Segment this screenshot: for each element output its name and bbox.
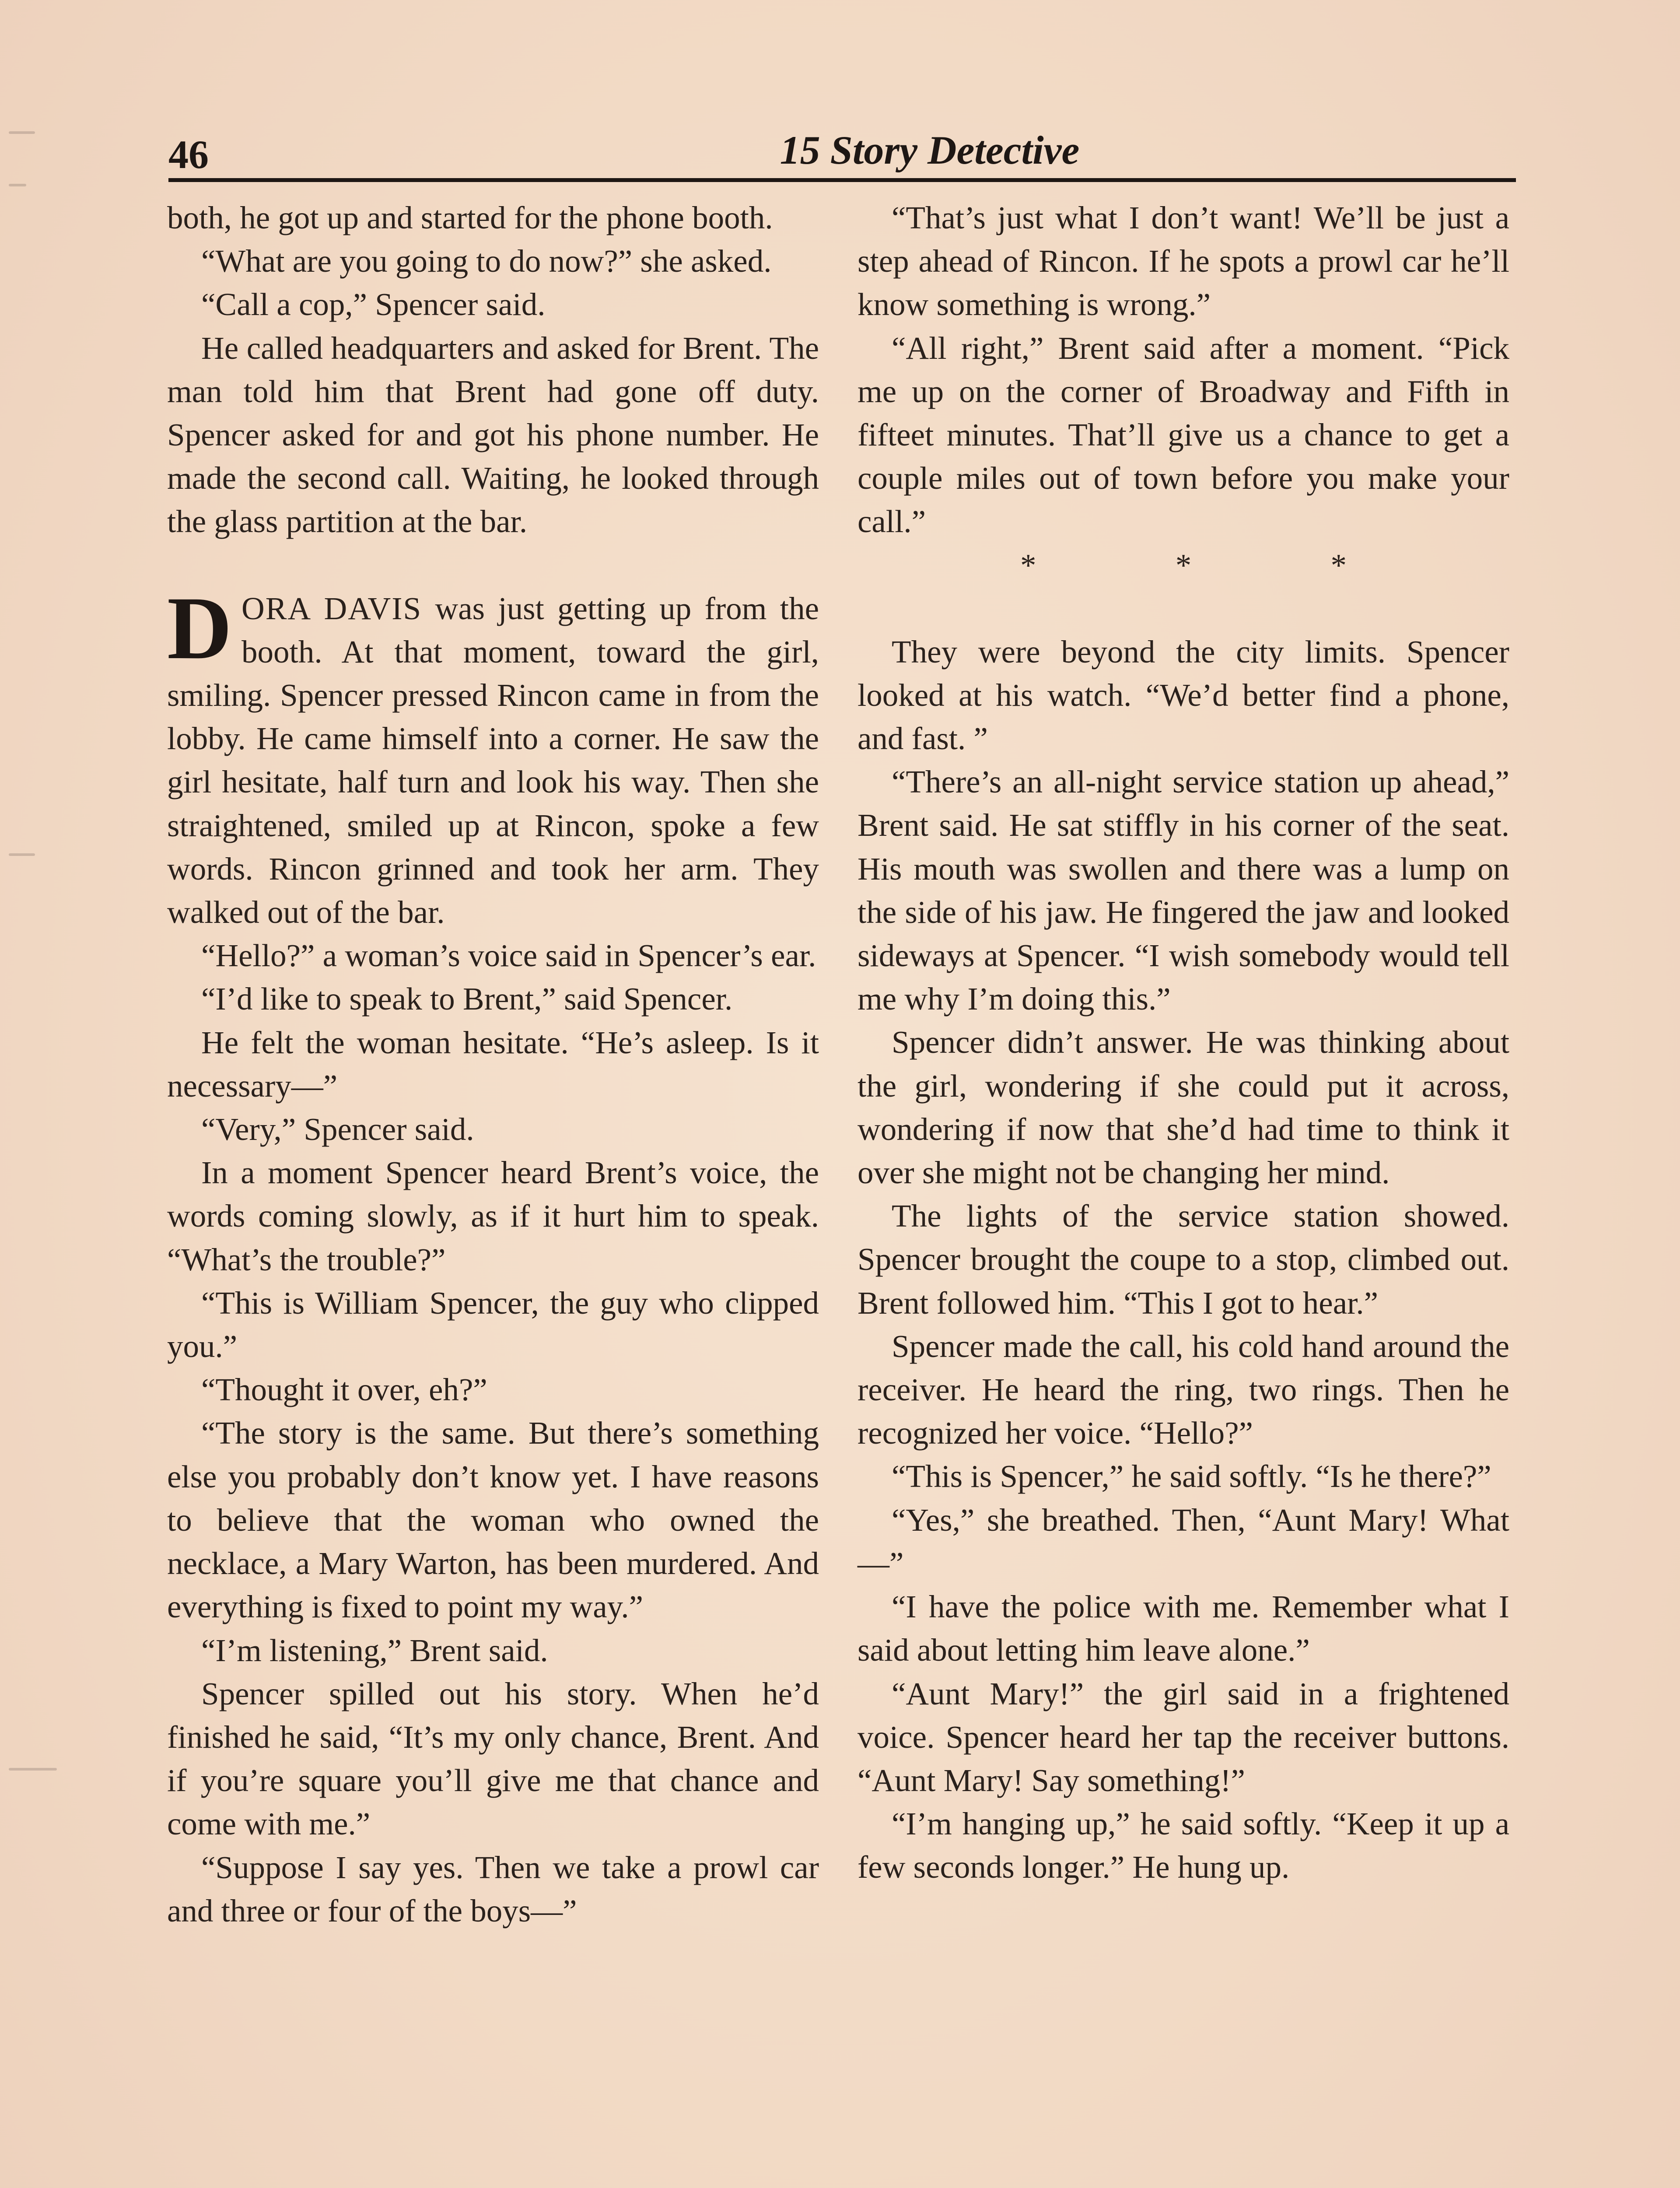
running-title: 15 Story Detective <box>780 128 1080 172</box>
paragraph: In a moment Spencer heard Brent’s voice, the words coming slowly, as if it hurt him to speak. “What’s the trouble?” <box>167 1155 819 1277</box>
section-gap <box>167 543 819 587</box>
paragraph: “Very,” Spencer said. <box>201 1112 474 1147</box>
edge-mark <box>9 853 35 856</box>
edge-mark <box>9 131 35 134</box>
edge-mark <box>9 184 26 186</box>
paragraph: “That’s just what I don’t want! We’ll be just a step ahead of Rincon. If he spots a prowl car he’ll know something is wrong.” <box>858 200 1509 323</box>
dropcap-lead-in: ORA DAVIS <box>242 590 422 626</box>
paragraph: They were beyond the city limits. Spencer looked at his watch. “We’d better find a phone, and fast. ” <box>858 634 1509 757</box>
paragraph: “What are you going to do now?” she asked. <box>201 243 772 279</box>
paragraph: “Yes,” she breathed. Then, “Aunt Mary! What—” <box>858 1502 1509 1581</box>
edge-mark <box>9 1768 57 1771</box>
paragraph: “This is Spencer,” he said softly. “Is he there?” <box>892 1459 1491 1494</box>
scene-break: * * * <box>1020 547 1412 583</box>
page-number: 46 <box>168 132 209 177</box>
paragraph: “Thought it over, eh?” <box>201 1372 487 1408</box>
section-gap <box>858 587 1509 630</box>
paragraph: “Aunt Mary!” the girl said in a frightened voice. Spencer heard her tap the receiver buttons. “Aunt Mary! Say something!” <box>858 1676 1509 1798</box>
paragraph: “I’m listening,” Brent said. <box>201 1632 548 1668</box>
paragraph: “There’s an all-night service station up ahead,” Brent said. He sat stiffly in his corner of the seat. His mouth was swollen and there was a lump on the side of his jaw. He fingered the jaw and looked sideways at Spencer. “I wish somebody would tell me why I’m doing this.” <box>858 764 1509 1017</box>
paragraph: “This is William Spencer, the guy who clipped you.” <box>167 1285 819 1364</box>
paragraph: Spencer didn’t answer. He was thinking about the girl, wondering if she could put it across, wondering if now that she’d had time to think it over she might not be changing her mind. <box>858 1024 1509 1191</box>
paragraph-text: was just getting up from the booth. At that moment, toward the girl, smiling. Spencer pressed Rincon came in from the lobby. He came himself into a corner. He saw the girl hesitate, half turn and look his way. Then she straightened, smiled up at Rincon, spoke a few words. Rincon grinned and took her arm. They walked out of the bar. <box>167 590 819 930</box>
paragraph: both, he got up and started for the phone booth. <box>167 200 773 235</box>
dropcap-paragraph <box>167 578 819 934</box>
header-rule <box>168 178 1516 182</box>
paragraph: “All right,” Brent said after a moment. “Pick me up on the corner of Broadway and Fifth in fifteet minutes. That’ll give us a chance to get a couple miles out of town before you make your call.” <box>858 330 1509 540</box>
paragraph: “I’m hanging up,” he said softly. “Keep it up a few seconds longer.” He hung up. <box>858 1806 1509 1885</box>
paragraph: “Hello?” a woman’s voice said in Spencer’s ear. <box>201 938 816 974</box>
paragraph: “I’d like to speak to Brent,” said Spencer. <box>201 981 733 1017</box>
drop-cap: D <box>167 578 232 678</box>
paragraph: The lights of the service station showed. Spencer brought the coupe to a stop, climbed out. Brent followed him. “This I got to hear.” <box>858 1198 1509 1321</box>
paragraph: He called headquarters and asked for Brent. The man told him that Brent had gone off duty. Spencer asked for and got his phone number. He made the second call. Waiting, he looked through the glass partition at the bar. <box>167 330 819 540</box>
paragraph: “Suppose I say yes. Then we take a prowl car and three or four of the boys—” <box>167 1849 819 1929</box>
paragraph: Spencer spilled out his story. When he’d finished he said, “It’s my only chance, Brent. And if you’re square you’ll give me that chance and come with me.” <box>167 1676 819 1842</box>
page-header <box>168 127 1516 184</box>
right-column <box>858 196 1509 1889</box>
paragraph: “The story is the same. But there’s something else you probably don’t know yet. I have reasons to believe that the woman who owned the necklace, a Mary Warton, has been murdered. And everything is fixed to point my way.” <box>167 1415 819 1625</box>
paragraph: Spencer made the call, his cold hand around the receiver. He heard the ring, two rings. Then he recognized her voice. “Hello?” <box>858 1328 1509 1451</box>
paragraph: “I have the police with me. Remember what I said about letting him leave alone.” <box>858 1589 1509 1668</box>
left-column <box>167 196 819 1932</box>
paragraph: He felt the woman hesitate. “He’s asleep. Is it necessary—” <box>167 1024 819 1104</box>
paragraph: “Call a cop,” Spencer said. <box>201 287 546 323</box>
